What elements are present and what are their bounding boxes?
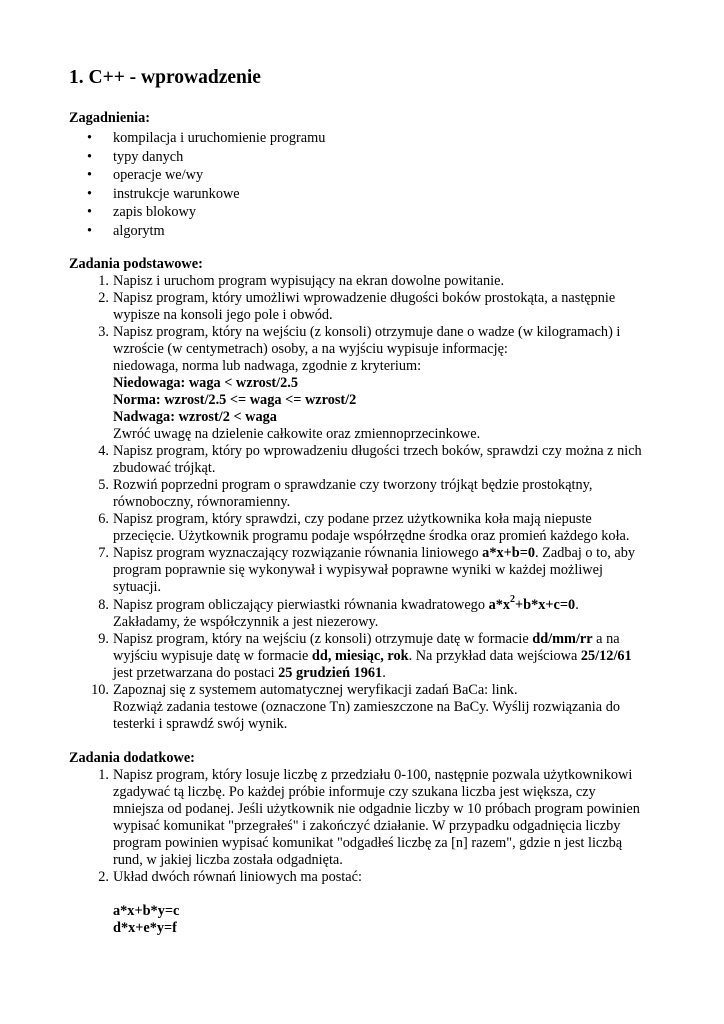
- page-title: 1. C++ - wprowadzenie: [69, 67, 261, 88]
- text-run: Zapoznaj się z systemem automatycznej weryfikacji zadań BaCa: link.: [113, 682, 518, 698]
- bold-text: +b*x+c=0: [515, 597, 576, 613]
- task-line: [113, 358, 669, 375]
- task-item: [69, 767, 669, 869]
- bold-text: dd, miesiąc, rok: [311, 648, 409, 664]
- bold-text: a*x: [488, 597, 511, 613]
- text-run: przecięcie. Użytkownik programu podaje współrzędne środka oraz promień każdego koła.: [113, 528, 630, 544]
- task-line: [113, 511, 669, 528]
- task-line: [113, 665, 669, 682]
- text-run: zbudować trójkąt.: [113, 460, 216, 476]
- task-number: 10.: [91, 682, 109, 698]
- text-run: Napisz program, który losuje liczbę z przedziału 0-100, następnie pozwala użytkownikowi: [113, 767, 633, 783]
- bold-text: Norma: wzrost/2.5 <= waga <= wzrost/2: [113, 392, 357, 408]
- topics-heading: Zagadnienia:: [69, 110, 151, 126]
- text-run: zgadywać tą liczbę. Po każdej próbie informuje czy szukana liczba jest większa, czy: [113, 784, 596, 800]
- task-number: 9.: [98, 631, 109, 647]
- text-run: niedowaga, norma lub nadwaga, zgodnie z kryterium:: [113, 358, 422, 374]
- topic-text: typy danych: [113, 148, 184, 165]
- task-line: [113, 545, 669, 562]
- task-item: [69, 273, 669, 290]
- task-number: 4.: [98, 443, 109, 459]
- bold-text: 2: [510, 594, 516, 606]
- task-line: [113, 716, 669, 733]
- task-item: [69, 324, 669, 443]
- task-number: 1.: [98, 767, 109, 783]
- task-line: [113, 920, 669, 937]
- topic-item: [69, 203, 669, 222]
- task-item: [69, 682, 669, 733]
- bold-text: Nadwaga: wzrost/2 < waga: [113, 409, 277, 425]
- text-run: Napisz program, który na wejściu (z konsoli) otrzymuje datę w formacie: [113, 631, 533, 647]
- task-line: [113, 392, 669, 409]
- text-run: jest przetwarzana do postaci: [113, 665, 279, 681]
- task-line: [113, 852, 669, 869]
- text-run: Rozwiń poprzedni program o sprawdzanie czy tworzony trójkąt będzie prostokątny,: [113, 477, 593, 493]
- bold-text: dd/mm/rr: [532, 631, 593, 647]
- topic-item: [69, 148, 669, 167]
- text-run: . Zadbaj o to, aby: [535, 545, 636, 561]
- topic-item: [69, 129, 669, 148]
- text-run: sytuacji.: [113, 579, 162, 595]
- text-run: wyjściu wypisuje datę w formacie: [113, 648, 312, 664]
- bullet-icon: •: [87, 185, 93, 202]
- task-line: [113, 375, 669, 392]
- task-line: [113, 903, 669, 920]
- task-line: [113, 648, 669, 665]
- text-run: wypisze na konsoli jego pole i obwód.: [113, 307, 333, 323]
- topic-text: instrukcje warunkowe: [113, 185, 240, 202]
- text-run: rund, w jakiej liczba została odgadnięta.: [113, 852, 343, 868]
- task-line: [113, 631, 669, 648]
- task-line: [113, 528, 669, 545]
- task-number: 2.: [98, 869, 109, 885]
- task-line: [113, 869, 669, 886]
- topic-item: [69, 185, 669, 204]
- basic-tasks-heading: Zadania podstawowe:: [69, 256, 203, 272]
- text-run: Zakładamy, że współczynnik a jest niezerowy.: [113, 614, 379, 630]
- task-line: [113, 494, 669, 511]
- task-line: [113, 341, 669, 358]
- task-item: [69, 545, 669, 596]
- text-run: a na: [592, 631, 620, 647]
- bold-text: 25 grudzień 1961: [278, 665, 383, 681]
- topic-text: kompilacja i uruchomienie programu: [113, 130, 326, 146]
- bold-text: d*x+e*y=f: [113, 920, 177, 936]
- extra-tasks-heading: Zadania dodatkowe:: [69, 750, 195, 766]
- text-run: program poprawnie się wykonywał i wypisywał poprawne wyniki w każdej możliwej: [113, 562, 603, 578]
- task-line: [113, 801, 669, 818]
- text-run: Napisz i uruchom program wypisujący na ekran dowolne powitanie.: [113, 273, 505, 289]
- text-run: testerki i sprawdź swój wynik.: [113, 716, 288, 732]
- task-line: [113, 835, 669, 852]
- bold-text: 25/12/61: [580, 648, 632, 664]
- text-run: Rozwiąż zadania testowe (oznaczone Tn) zamieszczone na BaCy. Wyślij rozwiązania do: [113, 699, 620, 715]
- task-item: [69, 631, 669, 682]
- task-line: [113, 784, 669, 801]
- task-number: 6.: [98, 511, 109, 527]
- text-run: Napisz program, który na wejściu (z konsoli) otrzymuje dane o wadze (w kilogramach) i: [113, 324, 621, 340]
- task-line: [113, 409, 669, 426]
- task-number: 8.: [98, 597, 109, 613]
- text-run: równoboczny, równoramienny.: [113, 494, 291, 510]
- text-run: . Na przykład data wejściowa: [408, 648, 581, 664]
- topic-item: [69, 222, 669, 241]
- task-item: [69, 290, 669, 324]
- topic-text: zapis blokowy: [113, 204, 196, 220]
- task-line: [113, 477, 669, 494]
- task-item: [69, 869, 669, 937]
- bullet-icon: •: [87, 222, 93, 239]
- task-line: [113, 324, 669, 341]
- text-run: Napisz program, który po wprowadzeniu długości trzech boków, sprawdzi czy można z nich: [113, 443, 642, 459]
- text-run: .: [382, 665, 386, 681]
- text-run: Napisz program wyznaczający rozwiązanie równania liniowego: [113, 545, 483, 561]
- text-run: program powinien wypisać komunikat "odgadłeś liczbę za [n] razem", gdzie n jest liczbą: [113, 835, 623, 851]
- task-line: [113, 273, 669, 290]
- task-item: [69, 443, 669, 477]
- task-line: [113, 426, 669, 443]
- task-line: [113, 562, 669, 579]
- text-run: mniejsza od podanej. Jeśli użytkownik nie odgadnie liczby w 10 próbach program powinien: [113, 801, 640, 817]
- task-line: [113, 443, 669, 460]
- text-run: Napisz program obliczający pierwiastki równania kwadratowego: [113, 597, 489, 613]
- bullet-icon: •: [87, 148, 93, 165]
- text-run: Napisz program, który sprawdzi, czy podane przez użytkownika koła mają niepuste: [113, 511, 592, 527]
- topic-text: operacje we/wy: [113, 167, 204, 183]
- text-run: .: [575, 597, 579, 613]
- task-line: [113, 307, 669, 324]
- bullet-icon: •: [87, 167, 93, 183]
- task-line: [113, 614, 669, 631]
- task-item: [69, 477, 669, 511]
- task-line: [113, 594, 669, 614]
- bold-text: Niedowaga: waga < wzrost/2.5: [113, 375, 298, 391]
- task-number: 5.: [98, 477, 109, 493]
- task-number: 3.: [98, 324, 109, 340]
- bullet-icon: •: [87, 204, 93, 220]
- task-line: [113, 290, 669, 307]
- task-number: 1.: [98, 273, 109, 289]
- task-line: [113, 460, 669, 477]
- bold-text: a*x+b*y=c: [113, 903, 180, 919]
- text-run: Układ dwóch równań liniowych ma postać:: [113, 869, 362, 885]
- task-line: [113, 579, 669, 596]
- task-line: [113, 767, 669, 784]
- task-line: [113, 818, 669, 835]
- topic-item: [69, 166, 669, 185]
- task-line: [113, 886, 669, 903]
- bold-text: a*x+b=0: [482, 545, 536, 561]
- text-run: wypisać komunikat "przegrałeś" i zakończyć działanie. W przypadku odgadnięcia liczby: [113, 818, 621, 834]
- topics-list: [69, 129, 669, 240]
- topic-text: algorytm: [113, 222, 165, 239]
- extra-tasks-list: [69, 767, 669, 937]
- task-item: [69, 511, 669, 545]
- text-run: Zwróć uwagę na dzielenie całkowite oraz zmiennoprzecinkowe.: [113, 426, 481, 442]
- task-number: 7.: [98, 545, 109, 561]
- bullet-icon: •: [87, 130, 93, 146]
- task-line: [113, 699, 669, 716]
- text-run: wzroście (w centymetrach) osoby, a na wyjściu wypisuje informację:: [113, 341, 508, 357]
- task-line: [113, 682, 669, 699]
- task-number: 2.: [98, 290, 109, 306]
- basic-tasks-list: [69, 273, 669, 733]
- task-item: [69, 594, 669, 631]
- text-run: Napisz program, który umożliwi wprowadzenie długości boków prostokąta, a następnie: [113, 290, 616, 306]
- document-page: [69, 66, 669, 937]
